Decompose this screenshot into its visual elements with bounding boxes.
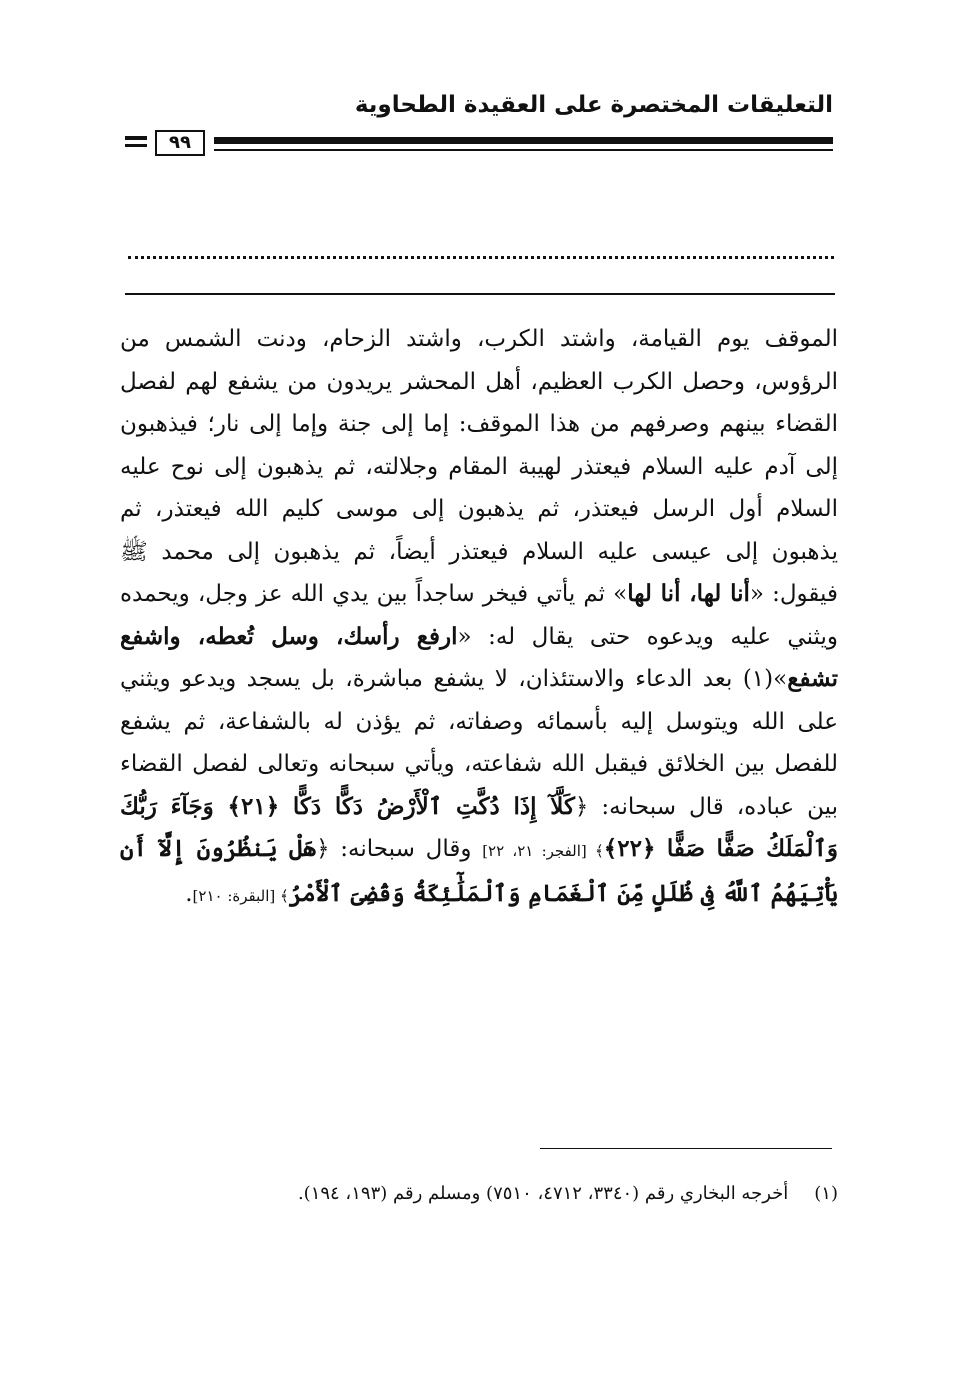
body-part-1: الموقف يوم القيامة، واشتد الكرب، واشتد الزحام، ودنت الشمس من الرؤوس، وحصل الكرب العظيم، أهل المحشر يريدون من يشفع لهم لفصل القضاء بينهم وصرفهم من هذا الموقف: إما إلى جنة وإما إلى نار؛ فيذهبون إلى آدم عليه السلام فيعتذر لهيبة المقام وجلالته، ثم يذهبون إلى نوح عليه السلام أول الرسل فيعتذر، ثم يذهبون إلى موسى كليم الله فيعتذر، ثم يذهبون إلى عيسى عليه السلام فيعتذر أيضاً، ثم يذهبون إلى محمد ﷺ فيقول: « <box>120 326 838 607</box>
footnote-text: أخرجه البخاري رقم (٣٣٤٠، ٤٧١٢، ٧٥١٠) ومسلم رقم (١٩٣، ١٩٤). <box>297 1183 789 1204</box>
footnote-number: (١) <box>814 1183 838 1204</box>
body-part-4: وقال سبحانه: ﴿ <box>316 836 483 862</box>
header-rule-main <box>214 137 833 144</box>
body-end: . <box>185 880 193 907</box>
page-number: ٩٩ <box>155 130 205 156</box>
header-rule-left-lower <box>125 144 147 147</box>
section-separator <box>125 293 835 295</box>
hadith-quote-1: أنا لها، أنا لها <box>627 580 750 607</box>
body-part-3: بعد الدعاء والاستئذان، لا يشفع مباشرة، بل يسجد ويدعو ويثني على الله ويتوسل إليه بأسمائه وصفاته، ثم يؤذن له بالشفاعة، ثم يشفع للفصل بين الخلائق فيقبل الله شفاعته، ويأتي سبحانه وتعالى لفصل القضاء بين عباده، قال سبحانه: ﴿ <box>120 666 838 820</box>
hadith-quote-2: ارفع رأسك، وسل تُعطه، واشفع تشفع <box>120 622 838 692</box>
running-title: التعليقات المختصرة على العقيدة الطحاوية <box>354 92 833 118</box>
body-paragraph <box>120 318 838 917</box>
footnote <box>120 1183 838 1204</box>
quran-reference-1: ﴾ [الفجر: ٢١، ٢٢] <box>482 842 604 860</box>
header-rule-main-lower <box>214 149 833 151</box>
body-text <box>120 318 838 917</box>
footnote-rule <box>540 1148 832 1149</box>
body-part-2: » ثم يأتي فيخر ساجداً بين يدي الله عز وجل، ويحمده ويثني عليه ويدعوه حتى يقال له: « <box>120 581 838 650</box>
footnote-reference: »(١) <box>742 666 788 692</box>
dotted-divider <box>128 256 834 259</box>
quran-reference-2: ﴾ [البقرة: ٢١٠] <box>192 886 289 905</box>
quran-verse-2: هَلْ يَنظُرُونَ إِلَّآ أَن يَأْتِيَهُمُ ٱللَّهُ فِى ظُلَلٍ مِّنَ ٱلْغَمَامِ وَٱلْمَلَٰٓئِكَةُ وَقُضِىَ ٱلْأَمْرُ <box>120 835 838 907</box>
header-rule-left <box>125 136 147 140</box>
quran-verse-1: كَلَّآ إِذَا دُكَّتِ ٱلْأَرْضُ دَكًّا دَكًّا ﴿٢١﴾ وَجَآءَ رَبُّكَ وَٱلْمَلَكُ صَفًّا صَفًّا ﴿٢٢﴾ <box>120 792 839 862</box>
